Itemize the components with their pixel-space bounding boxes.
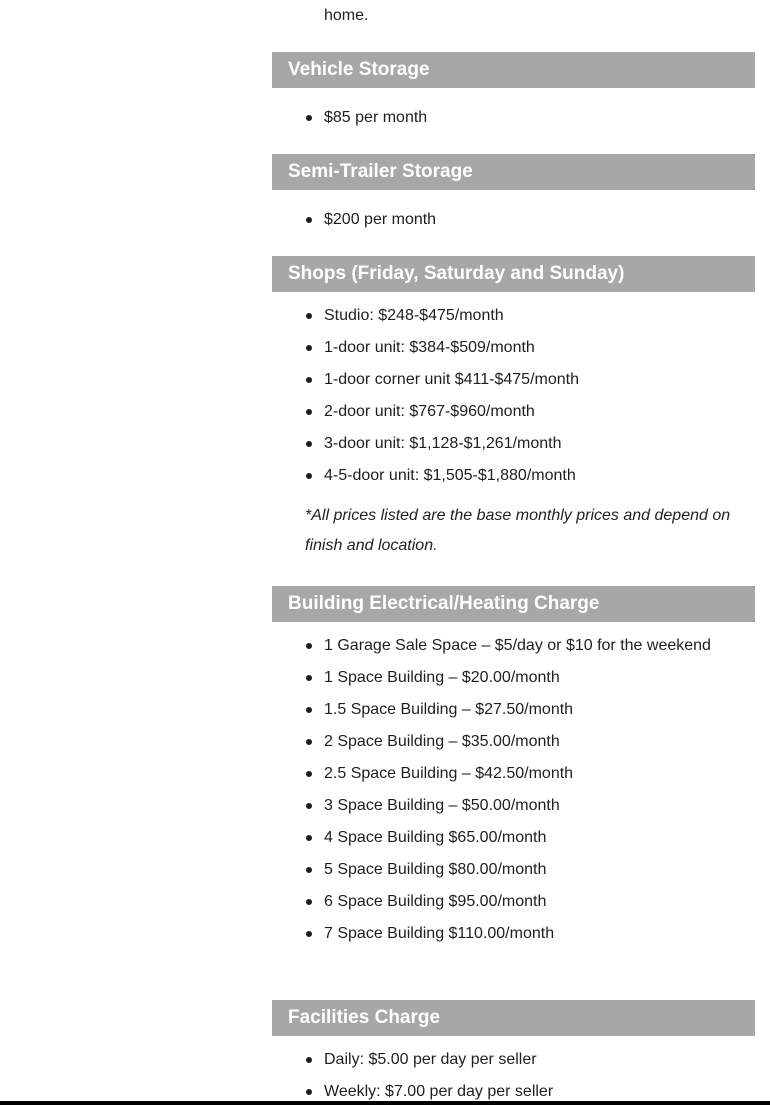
list-item: $200 per month — [324, 204, 755, 236]
list-item: 2.5 Space Building – $42.50/month — [324, 758, 755, 790]
electrical-heating-heading: Building Electrical/Heating Charge — [272, 586, 755, 622]
list-item: Daily: $5.00 per day per seller — [324, 1044, 755, 1076]
list-item: 3 Space Building – $50.00/month — [324, 790, 755, 822]
list-item: 4 Space Building $65.00/month — [324, 822, 755, 854]
list-item: 5 Space Building $80.00/month — [324, 854, 755, 886]
list-item: 1-door corner unit $411-$475/month — [324, 364, 755, 396]
vehicle-storage-heading: Vehicle Storage — [272, 52, 755, 88]
list-item: 1 Space Building – $20.00/month — [324, 662, 755, 694]
semi-trailer-storage-heading: Semi-Trailer Storage — [272, 154, 755, 190]
facilities-charge-heading: Facilities Charge — [272, 1000, 755, 1036]
electrical-heating-list — [272, 630, 755, 950]
list-item: 3-door unit: $1,128-$1,261/month — [324, 428, 755, 460]
bottom-border — [0, 1101, 770, 1105]
intro-text-fragment: home. — [324, 7, 369, 24]
list-item: 1-door unit: $384-$509/month — [324, 332, 755, 364]
list-item: 2-door unit: $767-$960/month — [324, 396, 755, 428]
list-item: 6 Space Building $95.00/month — [324, 886, 755, 918]
list-item: 4-5-door unit: $1,505-$1,880/month — [324, 460, 755, 492]
semi-trailer-storage-list — [272, 204, 755, 236]
list-item: $85 per month — [324, 102, 755, 134]
list-item: Studio: $248-$475/month — [324, 300, 755, 332]
vehicle-storage-list — [272, 102, 755, 134]
list-item: 7 Space Building $110.00/month — [324, 918, 755, 950]
list-item: 1 Garage Sale Space – $5/day or $10 for the weekend — [324, 630, 755, 662]
list-item: 1.5 Space Building – $27.50/month — [324, 694, 755, 726]
shops-list — [272, 300, 755, 492]
shops-heading: Shops (Friday, Saturday and Sunday) — [272, 256, 755, 292]
facilities-charge-list — [272, 1044, 755, 1105]
list-item: 2 Space Building – $35.00/month — [324, 726, 755, 758]
list-item: Weekly: $7.00 per day per seller — [324, 1076, 755, 1105]
shops-price-note: *All prices listed are the base monthly prices and depend on finish and location. — [305, 507, 731, 554]
